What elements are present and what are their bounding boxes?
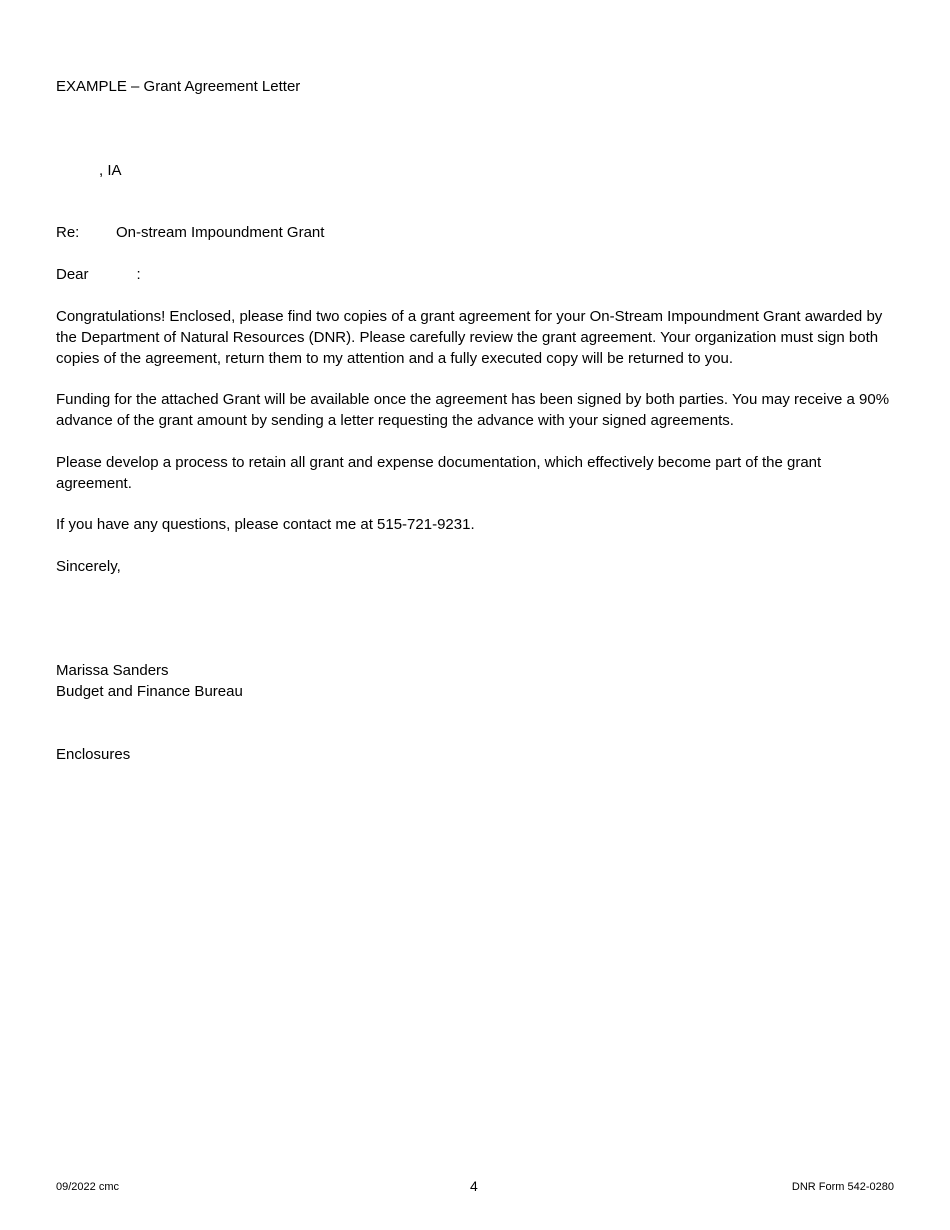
body-paragraph-documentation: Please develop a process to retain all grant and expense documentation, which effectively become part of the grant agreement. [56, 454, 822, 492]
salutation-end: : [136, 266, 141, 283]
re-line [56, 222, 324, 243]
footer-revision-date: 09/2022 cmc [56, 1181, 119, 1193]
recipient-city-line [56, 160, 122, 181]
footer-form-number: DNR Form 542-0280 [791, 1181, 894, 1193]
footer-page-number: 4 [470, 1178, 478, 1194]
salutation-start: Dear [56, 266, 89, 283]
body-paragraph-contact: If you have any questions, please contact me at 515-721-9231. [56, 516, 475, 533]
closing: Sincerely, [56, 558, 121, 575]
city-state: , IA [99, 162, 122, 179]
re-label: Re: [56, 224, 80, 241]
signer-name: Marissa Sanders [56, 662, 169, 679]
enclosures-note: Enclosures [56, 746, 131, 763]
body-paragraph-funding: Funding for the attached Grant will be available once the agreement has been signed by both parties. You may receive a 90% advance of the grant amount by sending a letter requesting the advance with your signed agreements. [56, 391, 890, 429]
signer-department: Budget and Finance Bureau [56, 683, 243, 700]
salutation [56, 264, 141, 285]
document-header-title: EXAMPLE – Grant Agreement Letter [56, 78, 301, 95]
re-subject: On-stream Impoundment Grant [116, 224, 325, 241]
body-paragraph-congratulations: Congratulations! Enclosed, please find two copies of a grant agreement for your On-Stream Impoundment Grant awarded by the Department of Natural Resources (DNR). Please carefully review the grant agreement. Your organization must sign both copies of the agreement, return them to my attention and a fully executed copy will be returned to you. [56, 308, 883, 367]
